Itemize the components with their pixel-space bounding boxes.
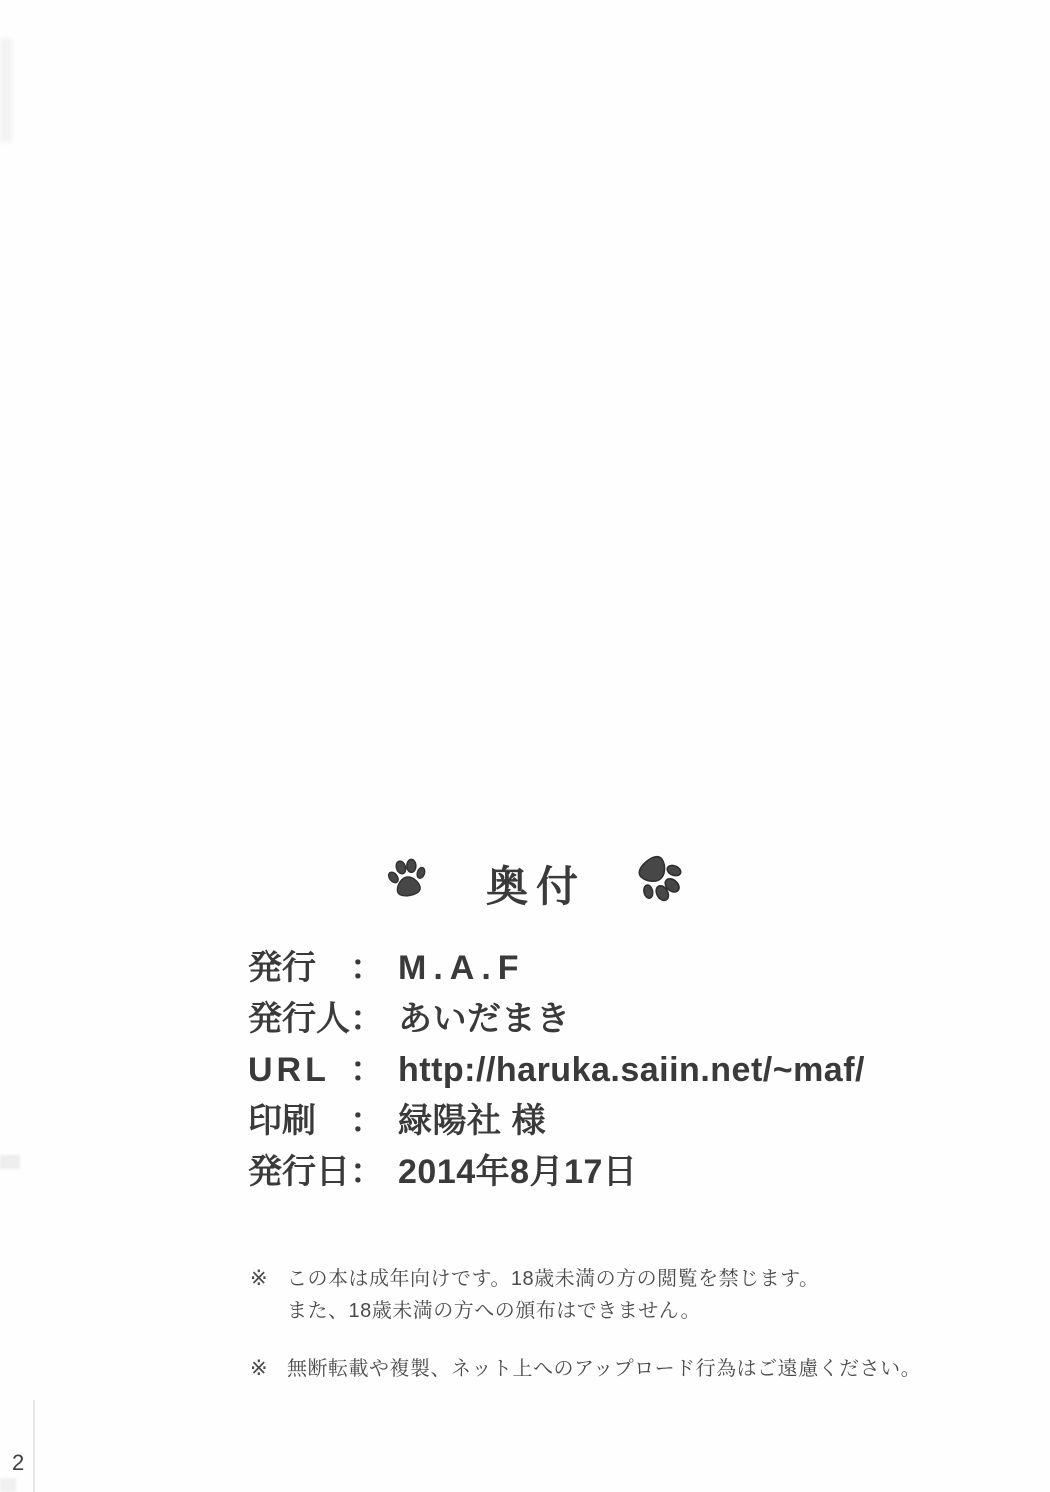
row-value: 緑陽社 様 xyxy=(398,1102,546,1140)
scan-artifact xyxy=(0,1155,20,1169)
colophon-row xyxy=(248,991,888,1042)
scan-artifact xyxy=(0,38,12,142)
row-label: 印刷 xyxy=(248,1102,316,1140)
notices-block xyxy=(250,1263,922,1385)
page-title: 奥付 xyxy=(486,863,587,910)
row-separator: ： xyxy=(350,1000,384,1038)
reference-mark: ※ xyxy=(250,1357,268,1380)
row-label: 発行人 xyxy=(248,1000,350,1038)
colophon-row xyxy=(248,1093,888,1144)
row-value-url: http://haruka.saiin.net/~maf/ xyxy=(398,1051,865,1089)
colophon-row xyxy=(248,940,888,991)
notice-lines xyxy=(287,1263,820,1327)
page-number: 2 xyxy=(12,1450,25,1475)
row-label: URL xyxy=(248,1051,330,1089)
colophon-row xyxy=(248,1144,888,1195)
age-restriction-notice xyxy=(250,1263,900,1327)
colophon-row xyxy=(248,1042,888,1093)
row-separator: ： xyxy=(350,949,384,987)
no-reproduction-notice xyxy=(250,1353,922,1385)
row-separator: ： xyxy=(350,1102,384,1140)
row-value: M.A.F xyxy=(398,949,526,987)
scan-artifact xyxy=(33,1400,35,1492)
paw-print-icon xyxy=(623,841,695,913)
row-value: 2014年8月17日 xyxy=(398,1153,638,1191)
paw-print-icon xyxy=(382,854,431,905)
notice-lines xyxy=(287,1353,921,1385)
reference-mark: ※ xyxy=(250,1267,268,1290)
colophon-table xyxy=(248,940,888,1195)
row-value: あいだまき xyxy=(398,1000,571,1038)
notice-line: 無断転載や複製、ネット上へのアップロード行為はご遠慮ください。 xyxy=(287,1358,922,1380)
row-label: 発行 xyxy=(248,949,316,987)
notice-line: この本は成年向けです。18歳未満の方の閲覧を禁じます。 xyxy=(287,1268,820,1290)
scan-artifact xyxy=(0,1478,16,1492)
row-separator: ： xyxy=(350,1051,384,1089)
row-label: 発行日 xyxy=(248,1153,350,1191)
row-separator: ： xyxy=(350,1153,384,1191)
notice-line: また、18歳未満の方への頒布はできません。 xyxy=(287,1300,701,1322)
